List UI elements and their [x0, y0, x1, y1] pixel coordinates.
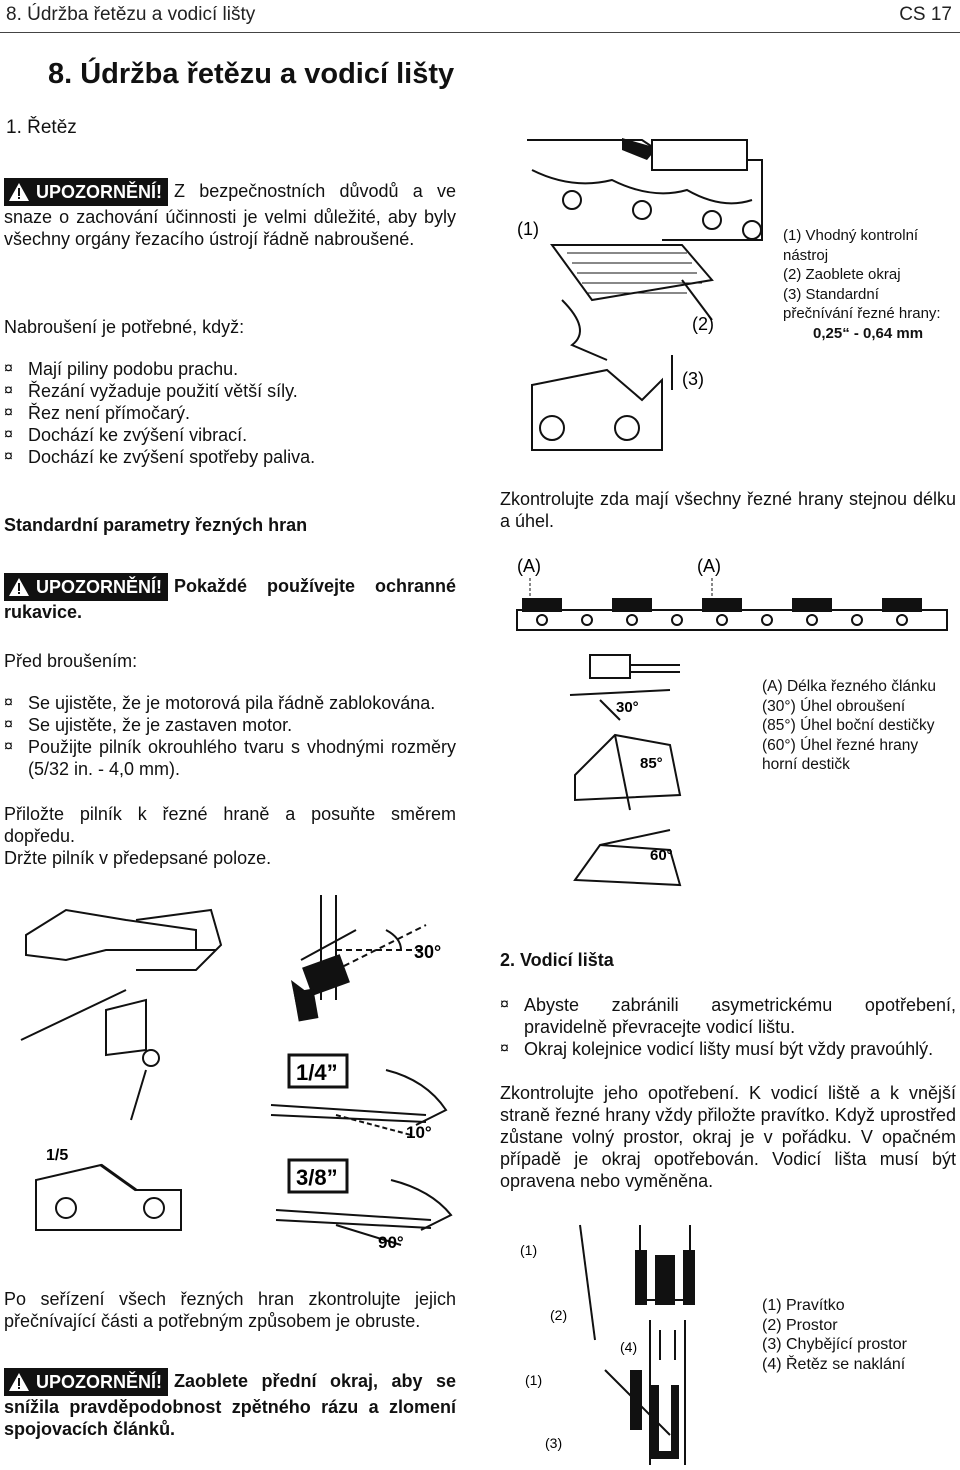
chain-gauge-figure [512, 130, 772, 470]
fig1-label-3: (3) [682, 369, 704, 389]
fig4-label-3: (3) [545, 1435, 563, 1451]
section-1-heading: 1. Řetěz [6, 117, 77, 138]
warning-badge [4, 573, 168, 601]
fig2-label-85: 85° [640, 755, 663, 772]
warning-badge [4, 1368, 168, 1396]
list-item: ¤ Se ujistěte, že je zastaven motor. [4, 715, 293, 735]
fig4-label-1: (1) [520, 1242, 538, 1258]
fig2-label-60: 60° [650, 847, 673, 864]
legend-item: (1) Pravítko [762, 1297, 845, 1314]
hold-instruction: Držte pilník v předepsané poloze. [4, 848, 272, 868]
warning-2 [4, 573, 456, 623]
warning-label: UPOZORNĚNÍ! [36, 182, 162, 202]
fig4-label-2: (2) [550, 1307, 568, 1323]
fig3-label-30: 30° [414, 942, 442, 962]
list-item: ¤ Řezání vyžaduje použití větší síly. [4, 381, 298, 401]
fig2-label-a2: (A) [697, 556, 721, 576]
bar-check: Zkontrolujte jeho opotřebení. K vodicí liště a k vnější straně řezné hrany vždy přiložte pravítko. Když uprostřed zůstane volný prostor, okraj je v pořádku. V opačném případě je okraj opotřebován. Vodicí lišta musí být opravena nebo vyměněna. [500, 1083, 956, 1191]
fig1-label-1: (1) [517, 219, 539, 239]
warning-triangle-icon [8, 577, 30, 597]
file-instruction: Přiložte pilník k řezné hraně a posuňte směrem dopředu. [4, 804, 456, 846]
before-sharpen: Před broušením: [4, 651, 138, 671]
list-item: ¤ Mají piliny podobu prachu. [4, 359, 239, 379]
guide-bar-figure [510, 1220, 740, 1465]
legend-item: (85°) Úhel boční destičky [762, 717, 935, 734]
list-item: ¤ Okraj kolejnice vodicí lišty musí být vždy pravoúhlý. [500, 1039, 934, 1059]
fig3-label-10: 10° [406, 1123, 432, 1142]
warning-triangle-icon [8, 1372, 30, 1392]
fig2-legend [762, 677, 957, 775]
fig3-label-1-5: 1/5 [46, 1147, 69, 1164]
fig4-legend [762, 1296, 957, 1374]
legend-item: (2) Zaoblete okraj [783, 266, 901, 283]
fig2-label-30: 30° [616, 699, 639, 716]
legend-item: (60°) Úhel řezné hrany horní destičk [762, 736, 919, 773]
fig2-label-a1: (A) [517, 556, 541, 576]
warning-2-text: Pokaždé používejte ochranné rukavice. [4, 575, 456, 622]
page-number: CS 17 [899, 4, 952, 25]
list-item: ¤ Použijte pilník okrouhlého tvaru s vhodnými rozměry (5/32 in. - 4,0 mm). [4, 737, 456, 779]
legend-item: (30°) Úhel obroušení [762, 697, 906, 715]
running-header-title: 8. Údržba řetězu a vodicí lišty [6, 4, 256, 25]
legend-item: (4) Řetěz se naklání [762, 1355, 906, 1373]
fig4-label-1b: (1) [525, 1372, 543, 1388]
sharpen-intro: Nabroušení je potřebné, když: [4, 317, 245, 337]
filing-figure [6, 890, 476, 1260]
legend-item: (3) Chybějící prostor [762, 1336, 907, 1353]
warning-label: UPOZORNĚNÍ! [36, 1372, 162, 1392]
fig3-label-quarter: 1/4” [296, 1060, 338, 1085]
header-rule [0, 32, 960, 33]
legend-item: (3) Standardní přečnívání řezné hrany: [783, 285, 941, 322]
fig1-label-2: (2) [692, 314, 714, 334]
warning-badge [4, 178, 168, 206]
legend-value: 0,25“ - 0,64 mm [813, 324, 924, 342]
bar-list [500, 994, 956, 1060]
list-item: ¤ Abyste zabránili asymetrickému opotřebení, pravidelně převracejte vodicí lištu. [500, 995, 956, 1037]
sharpen-list [4, 358, 454, 468]
list-item: ¤ Dochází ke zvýšení spotřeby paliva. [4, 447, 316, 467]
page-title: 8. Údržba řetězu a vodicí lišty [48, 58, 455, 90]
after-adjust: Po seřízení všech řezných hran zkontrolujte jejich přečnívající části a potřebným způsobem je obruste. [4, 1289, 456, 1331]
list-item: ¤ Dochází ke zvýšení vibrací. [4, 425, 248, 445]
section-2-heading: 2. Vodicí lišta [500, 950, 614, 970]
warning-3-text: Zaoblete přední okraj, aby se snížila pravděpodobnost zpětného rázu a zlomení spojovacích článků. [4, 1370, 456, 1439]
legend-item: (1) Vhodný kontrolní nástroj [783, 227, 919, 264]
fig1-legend [783, 226, 953, 343]
warning-label: UPOZORNĚNÍ! [36, 577, 162, 597]
std-params-heading: Standardní parametry řezných hran [4, 515, 308, 535]
list-item: ¤ Se ujistěte, že je motorová pila řádně zablokována. [4, 693, 436, 713]
fig3-label-90: 90° [378, 1233, 404, 1252]
warning-1-text: Z bezpečnostních důvodů a ve snaze o zachování účinnosti je velmi důležité, aby byly všechny orgány řezacího ústrojí řádně nabroušené. [4, 180, 456, 249]
check-text: Zkontrolujte zda mají všechny řezné hrany stejnou délku a úhel. [500, 489, 956, 531]
fig4-label-4: (4) [620, 1339, 638, 1355]
legend-item: (2) Prostor [762, 1316, 838, 1334]
warning-1 [4, 178, 456, 250]
fig3-label-three-eighths: 3/8” [296, 1165, 338, 1190]
warning-triangle-icon [8, 182, 30, 202]
angle-figure [560, 650, 720, 890]
chain-strip-figure [512, 550, 952, 640]
before-list [4, 692, 456, 780]
warning-3 [4, 1368, 456, 1440]
list-item: ¤ Řez není přímočarý. [4, 403, 191, 423]
legend-item: (A) Délka řezného článku [762, 678, 937, 695]
